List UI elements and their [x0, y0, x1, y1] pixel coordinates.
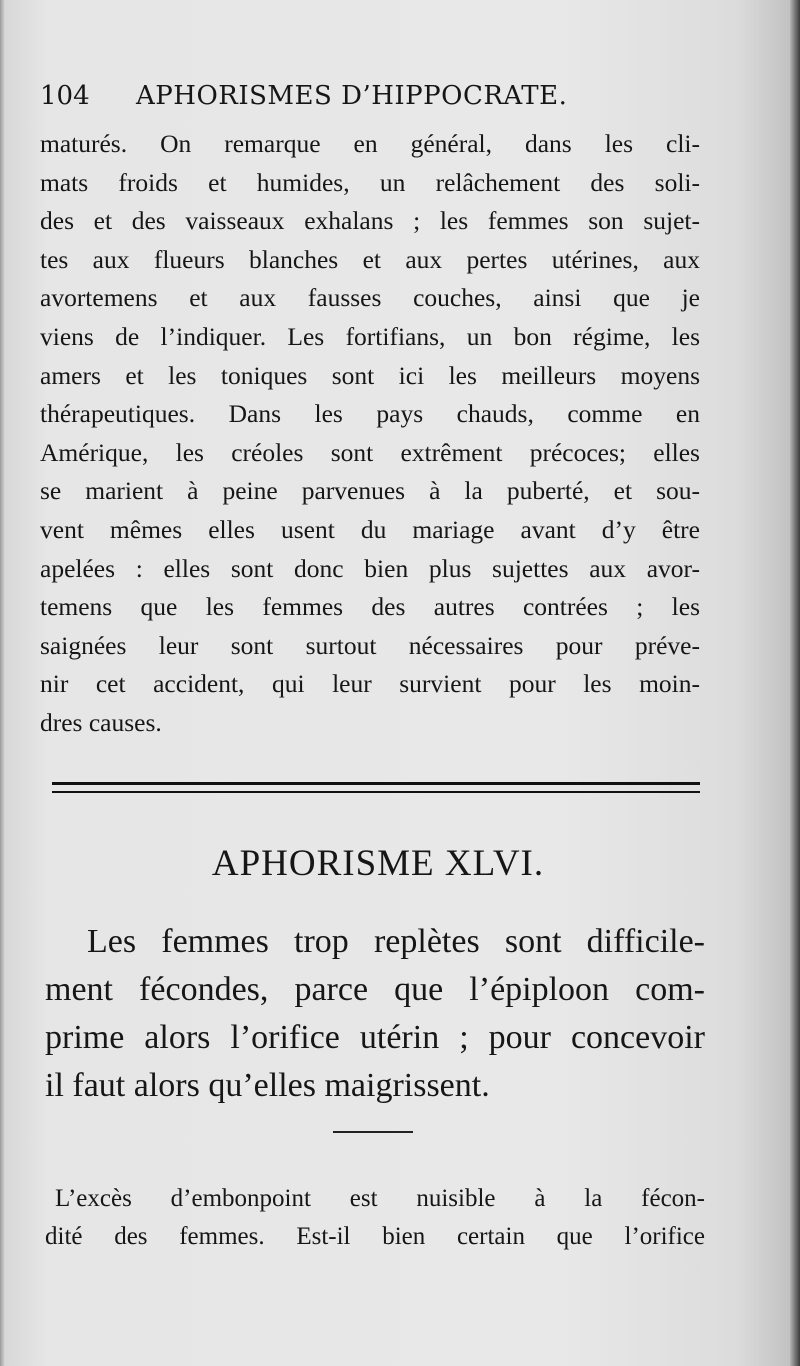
running-header	[40, 76, 700, 116]
text-line: viens de l’indiquer. Les fortifians, un bon régime, les	[40, 321, 700, 351]
text-line: temens que les femmes des autres contrées ; les	[40, 592, 700, 622]
commentary-line: L’excès d’embonpoint est nuisible à la fécon-	[55, 1185, 705, 1212]
section-divider-thick	[52, 782, 700, 785]
text-line: tes aux flueurs blanches et aux pertes utérines, aux	[40, 244, 700, 274]
short-divider	[333, 1131, 413, 1133]
text-line: mats froids et humides, un relâchement des soli-	[40, 167, 700, 197]
body-text	[40, 125, 700, 743]
text-line: Amérique, les créoles sont extrêment précoces; elles	[40, 437, 700, 467]
page-number: 104	[40, 81, 90, 111]
running-title: APHORISMES D’HIPPOCRATE.	[136, 81, 568, 111]
text-line: maturés. On remarque en général, dans les cli-	[40, 129, 700, 158]
aphorism-line: prime alors l’orifice utérin ; pour concevoir	[45, 1019, 705, 1056]
text-line: apelées : elles sont donc bien plus sujettes aux avor-	[40, 553, 700, 583]
commentary-text	[45, 1180, 705, 1255]
text-line: se marient à peine parvenues à la puberté, et sou-	[40, 476, 700, 506]
text-line: saignées leur sont surtout nécessaires pour préve-	[40, 630, 700, 660]
text-line: vent mêmes elles usent du mariage avant d’y être	[40, 514, 700, 544]
text-line: nir cet accident, qui leur survient pour les moin-	[40, 669, 700, 699]
aphorism-line: il faut alors qu’elles maigrissent.	[45, 1067, 490, 1104]
section-divider-thin	[52, 791, 700, 793]
text-line: amers et les toniques sont ici les meilleurs moyens	[40, 360, 700, 390]
aphorism-heading: APHORISME XLVI.	[211, 843, 545, 884]
text-line: avortemens et aux fausses couches, ainsi que je	[40, 283, 700, 313]
aphorism-line: Les femmes trop replètes sont difficile-	[87, 923, 705, 960]
page-left-edge	[0, 0, 5, 1366]
text-line: dres causes.	[40, 707, 162, 737]
text-line: thérapeutiques. Dans les pays chauds, comme en	[40, 399, 700, 429]
aphorism-line: ment fécondes, parce que l’épiploon com-	[45, 971, 705, 1008]
commentary-line: dité des femmes. Est-il bien certain que l’orifice	[45, 1222, 705, 1250]
page-right-edge	[790, 0, 800, 1366]
aphorism-text	[45, 918, 705, 1110]
text-line: des et des vaisseaux exhalans ; les femmes son sujet-	[40, 206, 700, 236]
